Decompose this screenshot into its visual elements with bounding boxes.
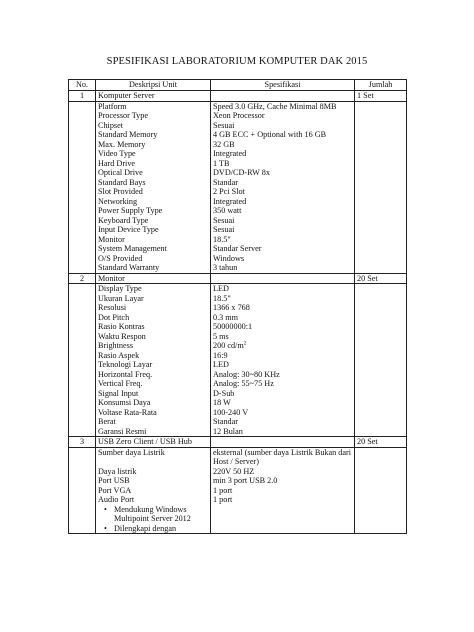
spec-label: System Management: [98, 244, 167, 253]
spec-value: [213, 244, 352, 254]
section-number: 1: [69, 91, 96, 102]
spec-label: Optical Drive: [98, 168, 143, 177]
bullet-list: [98, 505, 208, 534]
spec-label: Hard Drive: [98, 158, 136, 168]
spec-label: Networking: [98, 196, 138, 206]
spec-value-text: LED: [213, 284, 229, 293]
spec-value-text: 50000000:1: [213, 322, 253, 331]
spec-value-text: DVD/CD-RW 8x: [213, 168, 270, 177]
spec-value: [213, 225, 352, 235]
header-specification: Spesifikasi: [211, 80, 355, 91]
spec-value-text: Xeon Processor: [213, 111, 265, 120]
table-header-row: [69, 80, 407, 91]
spec-label: Vertical Freq.: [98, 379, 143, 388]
spec-value: [213, 427, 352, 437]
spec-value-text: 200 cd/m: [213, 341, 244, 350]
spec-value: [213, 486, 352, 496]
spec-value-text: 18.5": [213, 234, 231, 244]
spec-value: [213, 379, 352, 389]
section-number: 2: [69, 273, 96, 284]
detail-values: [211, 284, 355, 437]
spec-label: Brightness: [98, 341, 134, 350]
spec-label: Standard Warranty: [98, 263, 160, 272]
spec-value: [213, 294, 352, 304]
detail-qty-empty: [355, 284, 407, 437]
spec-value-text: 220V 50 HZ: [213, 466, 255, 476]
spec-label: Input Device Type: [98, 225, 159, 234]
spec-value-text: Integrated: [213, 149, 247, 158]
spec-value: [213, 235, 352, 245]
header-quantity: Jumlah: [355, 80, 407, 91]
spec-value-text: Windows: [213, 253, 245, 263]
section-detail-row: [69, 447, 407, 534]
spec-label: Platform: [98, 101, 127, 111]
spec-value: [213, 398, 352, 408]
spec-label: Teknologi Layar: [98, 360, 153, 369]
spec-value: [213, 495, 352, 505]
detail-labels: [96, 101, 211, 273]
spec-value: [213, 332, 352, 342]
spec-label: Waktu Respon: [98, 331, 146, 341]
spec-label: Port VGA: [98, 485, 132, 495]
unit-superscript: 2: [243, 341, 247, 347]
spec-label: Chipset: [98, 120, 124, 130]
bullet-dot-icon: •: [104, 523, 107, 533]
spec-value: [213, 360, 352, 370]
spec-value-text: 1 port: [213, 495, 233, 504]
spec-label: Video Type: [98, 149, 136, 158]
spec-value: [213, 254, 352, 264]
detail-no-empty: [69, 447, 96, 534]
spec-value: [213, 389, 352, 399]
spec-label: Standard Bays: [98, 177, 146, 187]
bullet-item: [104, 524, 208, 534]
section-number: 3: [69, 437, 96, 448]
spec-label: Rasio Kontras: [98, 322, 145, 331]
spec-value: [213, 206, 352, 216]
spec-label: Rasio Aspek: [98, 350, 140, 360]
spec-value-text: min 3 port USB 2.0: [213, 476, 278, 485]
spec-label: Garansi Resmi: [98, 426, 147, 436]
spec-label: Ukuran Layar: [98, 293, 144, 303]
spec-value-text: 3 tahun: [213, 263, 238, 272]
bullet-dot-icon: •: [104, 504, 107, 514]
spec-value: [213, 140, 352, 150]
section-spec-empty: [211, 437, 355, 448]
spec-value-text: LED: [213, 360, 229, 369]
spec-value-text: 2 Pci Slot: [213, 187, 245, 196]
section-detail-row: [69, 101, 407, 273]
spec-value: [213, 216, 352, 226]
spec-value: [213, 467, 352, 477]
spec-value-text: Sesuai: [213, 215, 235, 225]
section-name: Monitor: [96, 273, 211, 284]
spec-label: Monitor: [98, 234, 125, 244]
spec-value: [213, 178, 352, 188]
spec-label: Dot Pitch: [98, 312, 130, 322]
spec-label: Sumber daya Listrik: [98, 447, 165, 457]
spec-value-text: 32 GB: [213, 139, 235, 149]
spec-value: [213, 263, 352, 273]
section-quantity: 1 Set: [355, 91, 407, 102]
spec-value: [213, 448, 352, 467]
detail-values: [211, 447, 355, 534]
spec-value: [213, 476, 352, 486]
spec-value: [213, 370, 352, 380]
detail-qty-empty: [355, 447, 407, 534]
spec-value-text: 1366 x 768: [213, 303, 250, 312]
bullet-item: [104, 505, 208, 524]
spec-value-text: 1 port: [213, 485, 233, 495]
spec-value: [213, 284, 352, 294]
detail-no-empty: [69, 284, 96, 437]
detail-no-empty: [69, 101, 96, 273]
spec-value-text: Sesuai: [213, 225, 235, 234]
detail-qty-empty: [355, 101, 407, 273]
spec-value: [213, 168, 352, 178]
spec-value-text: Standar Server: [213, 244, 262, 253]
section-row: [69, 91, 407, 102]
spec-label: Voltase Rata-Rata: [98, 407, 157, 417]
header-description: Deskripsi Unit: [96, 80, 211, 91]
spec-value: [213, 417, 352, 427]
detail-labels: [96, 447, 211, 534]
spec-value: [213, 111, 352, 121]
section-row: [69, 437, 407, 448]
spec-label: Audio Port: [98, 495, 135, 504]
spec-label: Display Type: [98, 284, 142, 293]
spec-label: Slot Provided: [98, 187, 143, 196]
spec-value-text: 0.3 mm: [213, 312, 239, 322]
spec-value: [213, 187, 352, 197]
spec-value-text: 16:9: [213, 350, 228, 360]
spec-value: [213, 341, 352, 351]
section-quantity: 20 Set: [355, 273, 407, 284]
spec-label: O/S Provided: [98, 253, 143, 263]
spec-label: Power Supply Type: [98, 206, 163, 215]
spec-value: [213, 408, 352, 418]
spec-value-text: Standar: [213, 417, 239, 426]
spec-label: Konsumsi Daya: [98, 398, 151, 407]
detail-values: [211, 101, 355, 273]
spec-value-text: 5 ms: [213, 331, 229, 341]
section-spec-empty: [211, 273, 355, 284]
document-title: SPESIFIKASI LABORATORIUM KOMPUTER DAK 2015: [106, 56, 368, 67]
spec-value: [213, 159, 352, 169]
spec-label: Horizontal Freq.: [98, 369, 153, 379]
spec-label: Keyboard Type: [98, 215, 149, 225]
spec-value-text: 1 TB: [213, 158, 230, 168]
spec-label: Signal Input: [98, 388, 139, 398]
header-no: No.: [69, 80, 96, 91]
spec-label: Berat: [98, 417, 116, 426]
spec-label: Processor Type: [98, 111, 148, 120]
spec-value-text: 18 W: [213, 398, 231, 407]
spec-label: Daya listrik: [98, 466, 137, 476]
spec-label: Port USB: [98, 476, 130, 485]
section-quantity: 20 Set: [355, 437, 407, 448]
spec-label: Max. Memory: [98, 139, 146, 149]
spec-value: [213, 149, 352, 159]
spec-value-text: Analog: 55~75 Hz: [213, 379, 274, 388]
spec-label: Standard Memory: [98, 130, 158, 139]
spec-value-text: eksternal (sumber daya Listrik Bukan dari Host / Server): [213, 447, 352, 466]
spec-value: [213, 197, 352, 207]
section-name: USB Zero Client / USB Hub: [96, 437, 211, 448]
section-spec-empty: [211, 91, 355, 102]
spec-value-text: D-Sub: [213, 388, 235, 398]
spec-value-text: 12 Bulan: [213, 426, 243, 436]
bullet-text: Dilengkapi dengan: [114, 523, 177, 533]
spec-value: [213, 102, 352, 112]
spec-value: [213, 351, 352, 361]
spec-value-text: 4 GB ECC + Optional with 16 GB: [213, 130, 327, 139]
spec-label: Resolusi: [98, 303, 127, 312]
spec-value-text: Speed 3.0 GHz, Cache Minimal 8MB: [213, 101, 337, 111]
spec-value: [213, 130, 352, 140]
spec-value-text: Integrated: [213, 196, 247, 206]
detail-labels: [96, 284, 211, 437]
section-row: [69, 273, 407, 284]
spec-table: [68, 79, 407, 534]
section-name: Komputer Server: [96, 91, 211, 102]
spec-value: [213, 313, 352, 323]
spec-value-text: 350 watt: [213, 206, 242, 215]
spec-value: [213, 303, 352, 313]
spec-value: [213, 121, 352, 131]
spec-value-text: Standar: [213, 177, 239, 187]
spec-value-text: 18.5": [213, 293, 231, 303]
spec-value-text: Sesuai: [213, 120, 235, 130]
section-detail-row: [69, 284, 407, 437]
spec-value: [213, 322, 352, 332]
bullet-text: Mendukung Windows Multipoint Server 2012: [114, 504, 191, 523]
spec-value-text: 100-240 V: [213, 407, 249, 417]
spec-value-text: Analog: 30~80 KHz: [213, 369, 280, 379]
